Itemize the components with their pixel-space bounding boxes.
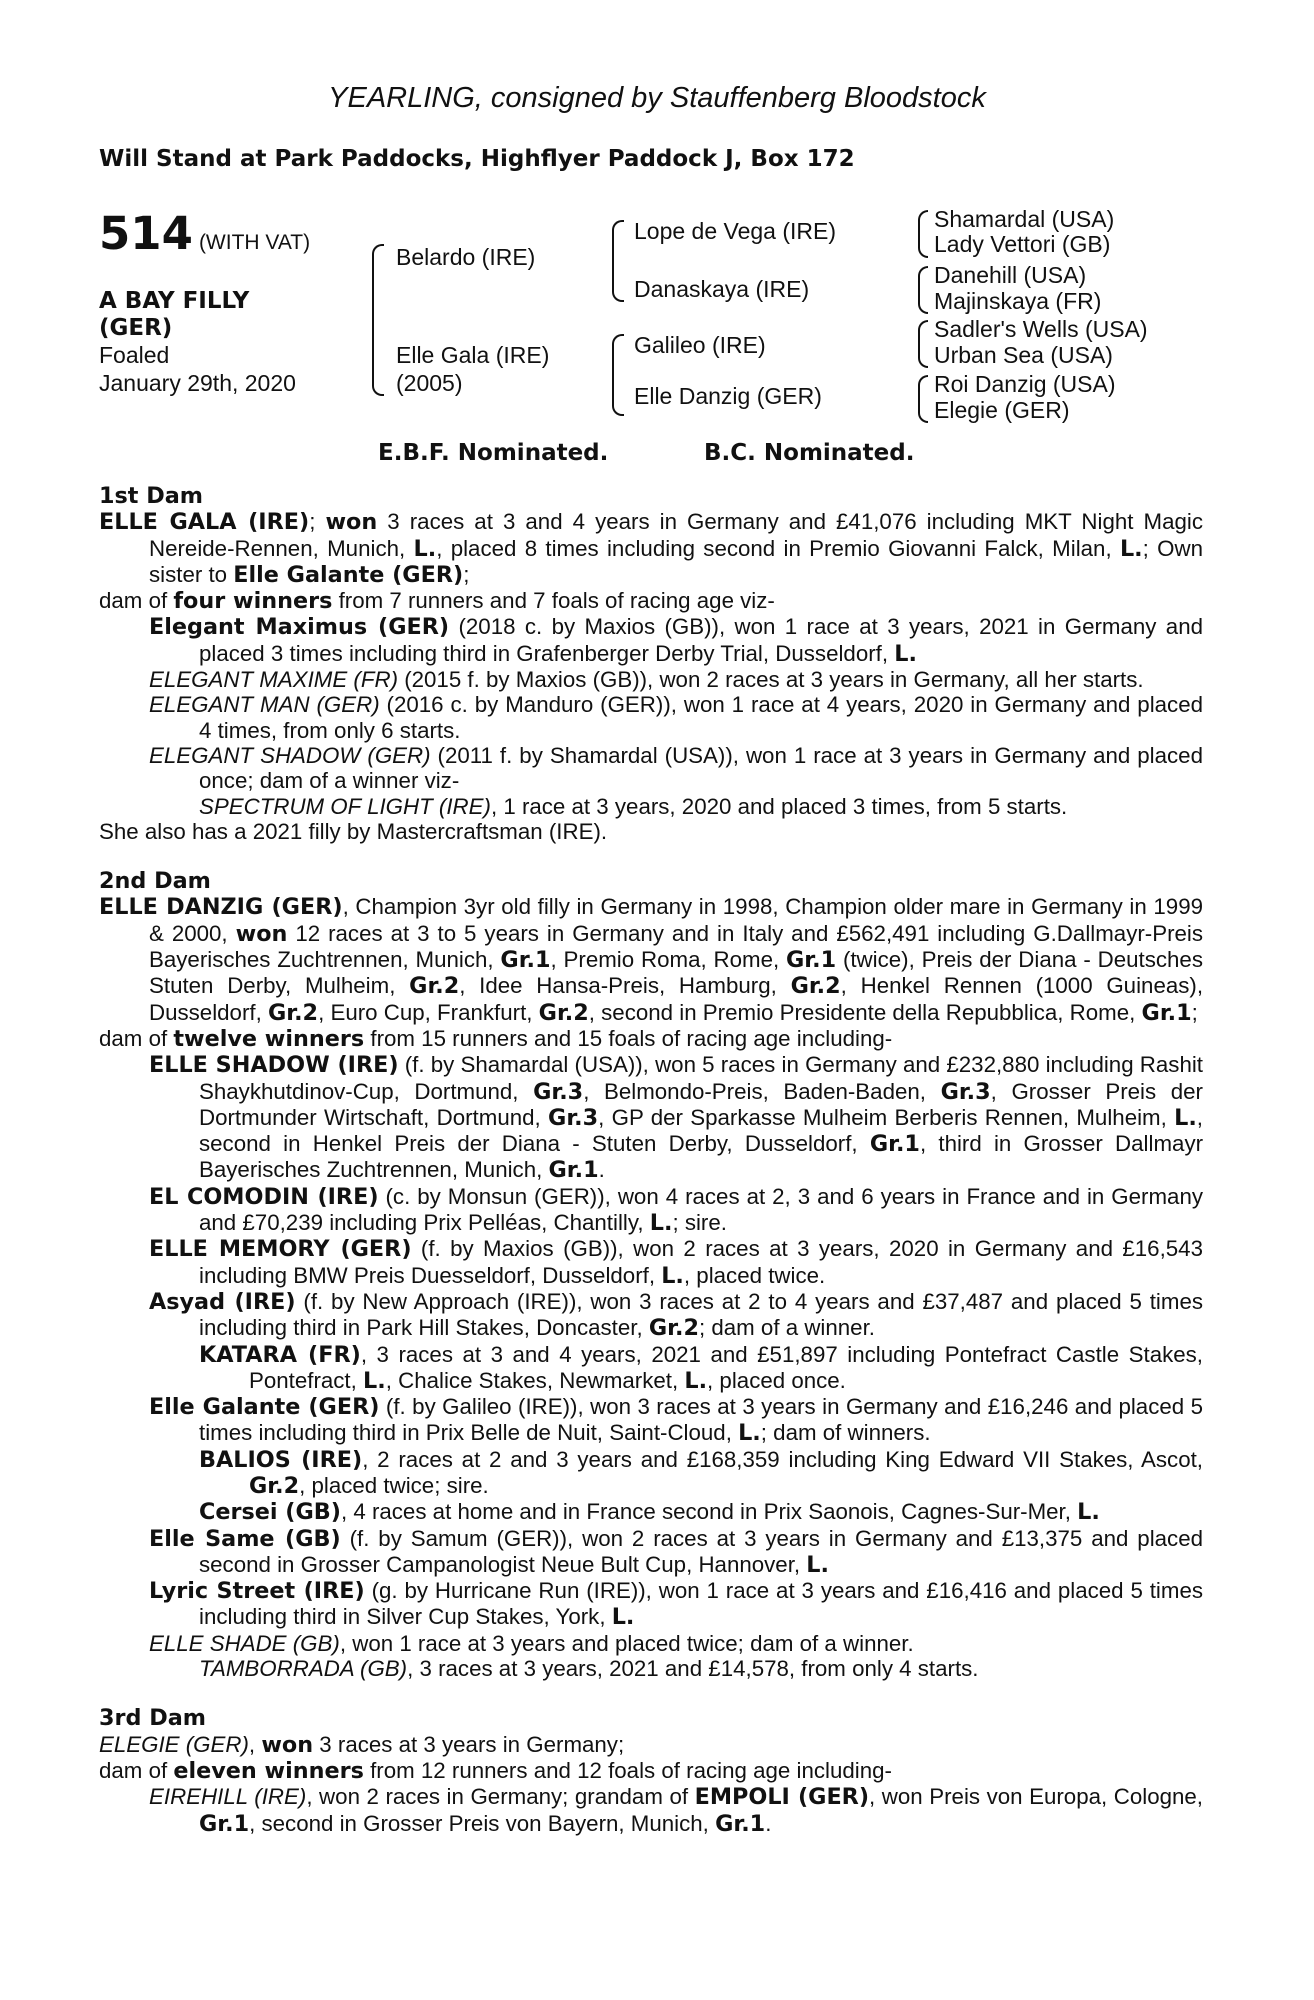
bold-text: Gr.2 [538, 999, 589, 1026]
bold-text: KATARA (FR) [199, 1341, 361, 1368]
produce-entry [99, 509, 1203, 588]
ebf-nomination: E.B.F. Nominated. [378, 440, 609, 466]
entry-text: (f. by Maxios (GB)), won 2 races at 3 years, 2020 in Germany and £16,543 including BMW Preis Duesseldorf, Dusseldorf, [199, 1236, 1203, 1288]
pedigree-gen3-2: Lady Vettori (GB) [934, 231, 1111, 257]
produce-entry [99, 588, 1203, 614]
bc-nomination: B.C. Nominated. [704, 440, 915, 466]
bold-text: L. [363, 1367, 386, 1394]
produce-entry [99, 794, 1203, 819]
vat-note: (WITH VAT) [198, 231, 311, 254]
entry-text: ; sire. [672, 1210, 727, 1236]
bold-text: won [261, 1731, 314, 1758]
entry-text: , GP der Sparkasse Mulheim Berberis Rennen, Mulheim, [598, 1104, 1175, 1130]
produce-entry [99, 692, 1203, 743]
produce-entry [99, 1499, 1203, 1525]
bold-text: EL COMODIN (IRE) [149, 1183, 379, 1210]
entry-text: , Champion 3yr old filly in Germany in 1998, Champion older mare in Germany in 1999 & 2000, [149, 894, 1204, 946]
bold-text: L. [684, 1367, 708, 1394]
entry-text: dam of [99, 1025, 174, 1051]
foaled-date: January 29th, 2020 [99, 370, 296, 396]
bold-text: Gr.3 [940, 1078, 991, 1105]
entry-text: , Henkel Rennen (1000 Guineas), Dusseldorf, [149, 973, 1204, 1025]
bold-text: Gr.2 [790, 973, 841, 1000]
entry-text: (2015 f. by Maxios (GB)), won 2 races at 3 years in Germany, all her starts. [398, 667, 1144, 693]
bold-text: ELLE GALA (IRE) [99, 509, 310, 536]
italic-text: SPECTRUM OF LIGHT (IRE) [199, 793, 491, 819]
bold-text: L. [1174, 1104, 1197, 1131]
bold-text: EMPOLI (GER) [694, 1784, 870, 1811]
pedigree-dam-year: (2005) [396, 370, 463, 396]
pedigree-gen3-5: Sadler's Wells (USA) [934, 316, 1148, 342]
bold-text: Elle Galante (GER) [149, 1394, 380, 1421]
entry-text: , 2 races at 2 and 3 years and £168,359 including King Edward VII Stakes, Ascot, [362, 1446, 1203, 1472]
entry-text: , Euro Cup, Frankfurt, [318, 999, 539, 1025]
entry-text: , second in Grosser Preis von Bayern, Munich, [249, 1810, 716, 1836]
pedigree-brace [918, 320, 928, 368]
produce-entry [99, 1784, 1203, 1837]
bold-text: L. [894, 640, 917, 667]
bold-text: Gr.2 [409, 973, 460, 1000]
entry-text: , Idee Hansa-Preis, Hamburg, [459, 973, 791, 999]
catalogue-header: YEARLING, consigned by Stauffenberg Bloodstock [328, 82, 986, 114]
entry-text: 12 races at 3 to 5 years in Germany and in Italy and £562,491 including G.Dallmayr-Preis Bayerisches Zuchtrennen, Munich, [149, 920, 1203, 973]
italic-text: EIREHILL (IRE) [149, 1784, 307, 1810]
entry-text: , Chalice Stakes, Newmarket, [385, 1367, 685, 1393]
entry-text: (2018 c. by Maxios (GB)), won 1 race at 3 years, 2021 in Germany and placed 3 times including third in Grafenberger Derby Trial, Dusseldorf, [199, 614, 1203, 666]
pedigree-brace [612, 334, 624, 416]
pedigree-dam: Elle Gala (IRE) [396, 342, 550, 368]
entry-text: , won Preis von Europa, Cologne, [869, 1784, 1204, 1810]
produce-entry [99, 614, 1203, 667]
bold-text: L. [806, 1551, 829, 1578]
bold-text: L. [738, 1420, 761, 1447]
bold-text: Cersei (GB) [199, 1499, 341, 1526]
section-spacer [99, 1681, 1203, 1706]
italic-text: ELEGANT SHADOW (GER) [149, 742, 431, 768]
produce-entry [99, 743, 1203, 794]
entry-text: dam of [99, 1757, 174, 1783]
bold-text: Gr.1 [500, 947, 551, 974]
entry-text: , Premio Roma, Rome, [550, 947, 786, 973]
bold-text: L. [1119, 535, 1143, 562]
pedigree-sire-dam: Danaskaya (IRE) [634, 276, 810, 302]
entry-text: . [598, 1157, 605, 1183]
bold-text: won [325, 509, 378, 536]
produce-entry [99, 819, 1203, 844]
bold-text: four winners [173, 588, 333, 615]
produce-entry [99, 1394, 1203, 1447]
entry-text: , 3 races at 3 and 4 years, 2021 and £51,897 including Pontefract Castle Stakes, Pontefract, [249, 1341, 1203, 1393]
produce-entry [99, 1026, 1203, 1052]
produce-entry [99, 1656, 1203, 1681]
stand-location: Will Stand at Park Paddocks, Highflyer Paddock J, Box 172 [99, 146, 855, 172]
section-spacer [99, 844, 1203, 869]
pedigree-brace [612, 220, 624, 302]
entry-text: , 3 races at 3 years, 2021 and £14,578, from only 4 starts. [407, 1656, 979, 1682]
bold-text: BALIOS (IRE) [199, 1446, 363, 1473]
entry-text: , [248, 1731, 262, 1757]
entry-text: dam of [99, 588, 174, 614]
entry-text: (g. by Hurricane Run (IRE)), won 1 race at 3 years and £16,416 and placed 5 times including third in Silver Cup Stakes, York, [199, 1578, 1203, 1630]
bold-text: Elegant Maximus (GER) [149, 614, 450, 641]
produce-entry [99, 1447, 1203, 1500]
pedigree-brace [918, 375, 928, 423]
bold-text: Gr.1 [548, 1157, 599, 1184]
entry-text: ; dam of a winner. [698, 1315, 875, 1341]
bold-text: L. [611, 1604, 635, 1631]
foaled-label: Foaled [99, 342, 170, 368]
pedigree-brace [918, 210, 928, 258]
bold-text: eleven winners [173, 1757, 364, 1784]
entry-text: , placed twice; sire. [299, 1472, 489, 1498]
section-heading: 1st Dam [99, 483, 203, 509]
bold-text: Gr.2 [249, 1472, 300, 1499]
entry-text: , Grosser Preis der Dortmunder Wirtschaft, Dortmund, [199, 1078, 1203, 1130]
pedigree-dam-sire: Galileo (IRE) [634, 332, 766, 358]
produce-entry [99, 894, 1203, 1025]
italic-text: ELLE SHADE (GB) [149, 1630, 340, 1656]
bold-text: L. [649, 1210, 673, 1237]
entry-text: (f. by New Approach (IRE)), won 3 races at 2 to 4 years and £37,487 and placed 5 times including third in Park Hill Stakes, Doncaster, [199, 1288, 1203, 1341]
entry-text: . [765, 1810, 772, 1836]
bold-text: Lyric Street (IRE) [149, 1578, 365, 1605]
produce-entry [99, 1578, 1203, 1631]
bold-text: Gr.2 [648, 1315, 699, 1342]
bold-text: Elle Galante (GER) [233, 561, 464, 588]
bold-text: Gr.1 [199, 1810, 250, 1837]
entry-text: She also has a 2021 filly by Mastercraftsman (IRE). [99, 818, 608, 844]
produce-entry [99, 1732, 1203, 1758]
pedigree-gen3-1: Shamardal (USA) [934, 206, 1115, 232]
entry-text: , placed twice. [683, 1262, 826, 1288]
entry-text: , won 1 race at 3 years and placed twice; dam of a winner. [339, 1630, 914, 1656]
entry-text: (f. by Shamardal (USA)), won 5 races in Germany and £232,880 including Rashit Shaykhutdinov-Cup, Dortmund, [199, 1052, 1204, 1104]
italic-text: ELEGANT MAXIME (FR) [149, 667, 398, 693]
bold-text: Gr.1 [786, 947, 837, 974]
pedigree-brace [372, 244, 384, 396]
pedigree-sire: Belardo (IRE) [396, 244, 536, 270]
produce-entry [99, 1052, 1203, 1183]
pedigree-gen3-4: Majinskaya (FR) [934, 288, 1102, 314]
pedigree-gen3-8: Elegie (GER) [934, 397, 1070, 423]
bold-text: L. [661, 1262, 684, 1289]
entry-text: , second in Henkel Preis der Diana - Stuten Derby, Dusseldorf, [199, 1104, 1203, 1157]
pedigree-dam-dam: Elle Danzig (GER) [634, 383, 822, 409]
produce-entry [99, 1342, 1203, 1395]
entry-text: (c. by Monsun (GER)), won 4 races at 2, 3 and 6 years in France and in Germany and £70,239 including Prix Pelléas, Chantilly, [199, 1183, 1203, 1236]
bold-text: ELLE SHADOW (IRE) [149, 1052, 399, 1079]
entry-text: , won 2 races in Germany; grandam of [306, 1784, 695, 1810]
entry-text: , third in Grosser Dallmayr Bayerisches Zuchtrennen, Munich, [199, 1131, 1204, 1183]
bold-text: L. [413, 535, 437, 562]
entry-text: , Belmondo-Preis, Baden-Baden, [583, 1078, 941, 1104]
bold-text: ELLE MEMORY (GER) [149, 1236, 412, 1263]
horse-origin: (GER) [99, 315, 173, 341]
produce-record [99, 484, 1203, 1837]
bold-text: L. [1077, 1499, 1100, 1526]
bold-text: won [235, 920, 288, 947]
entry-text: ; [1191, 999, 1198, 1025]
entry-text: from 15 runners and 15 foals of racing age including- [364, 1025, 893, 1051]
italic-text: TAMBORRADA (GB) [199, 1656, 408, 1682]
bold-text: twelve winners [173, 1025, 365, 1052]
entry-text: (twice), Preis der Diana - Deutsches Stuten Derby, Mulheim, [149, 947, 1203, 999]
bold-text: Asyad (IRE) [149, 1288, 296, 1315]
bold-text: Gr.1 [715, 1810, 766, 1837]
entry-text: , 1 race at 3 years, 2020 and placed 3 times, from 5 starts. [490, 793, 1068, 819]
bold-text: ELLE DANZIG (GER) [99, 894, 343, 921]
section-heading: 2nd Dam [99, 868, 211, 895]
pedigree-sire-sire: Lope de Vega (IRE) [634, 218, 837, 244]
bold-text: Gr.3 [533, 1078, 584, 1105]
entry-text: , placed 8 times including second in Premio Giovanni Falck, Milan, [436, 535, 1120, 561]
produce-entry [99, 1289, 1203, 1342]
pedigree-gen3-6: Urban Sea (USA) [934, 342, 1113, 368]
horse-description: A BAY FILLY [99, 288, 250, 314]
produce-entry [99, 1526, 1203, 1579]
lot-number-value: 514 [99, 207, 193, 260]
bold-text: Gr.1 [1141, 999, 1192, 1026]
italic-text: ELEGIE (GER) [99, 1731, 249, 1757]
entry-text: 3 races at 3 and 4 years in Germany and £41,076 including MKT Night Magic Nereide-Rennen, Munich, [149, 509, 1203, 561]
entry-text: (f. by Galileo (IRE)), won 3 races at 3 years in Germany and £16,246 and placed 5 times including third in Prix Belle de Nuit, Saint-Cloud, [199, 1394, 1204, 1446]
pedigree-gen3-7: Roi Danzig (USA) [934, 371, 1116, 397]
section-heading: 3rd Dam [99, 1705, 207, 1732]
entry-text: ; Own sister to [149, 535, 1203, 587]
pedigree-brace [918, 266, 928, 314]
bold-text: Gr.1 [869, 1131, 920, 1158]
lot-number [99, 207, 310, 260]
entry-text: from 12 runners and 12 foals of racing age including- [363, 1757, 892, 1783]
entry-text: , second in Premio Presidente della Repubblica, Rome, [588, 999, 1142, 1025]
entry-text: , placed once. [707, 1367, 846, 1393]
produce-entry [99, 1631, 1203, 1656]
pedigree-gen3-3: Danehill (USA) [934, 262, 1087, 288]
entry-text: (2011 f. by Shamardal (USA)), won 1 race at 3 years in Germany and placed once; dam of a winner viz- [199, 742, 1203, 794]
produce-entry [99, 667, 1203, 692]
italic-text: ELEGANT MAN (GER) [149, 692, 380, 718]
produce-entry [99, 1236, 1203, 1289]
produce-entry [99, 1184, 1203, 1237]
entry-text: ; dam of winners. [760, 1420, 931, 1446]
bold-text: Elle Same (GB) [149, 1525, 341, 1552]
produce-entry [99, 1758, 1203, 1784]
entry-text: from 7 runners and 7 foals of racing age viz- [332, 588, 775, 614]
entry-text: (f. by Samum (GER)), won 2 races at 3 years in Germany and £13,375 and placed second in Grosser Campanologist Neue Bult Cup, Hannover, [199, 1525, 1203, 1577]
entry-text: 3 races at 3 years in Germany; [313, 1731, 625, 1757]
entry-text: , 4 races at home and in France second in Prix Saonois, Cagnes-Sur-Mer, [340, 1499, 1078, 1525]
bold-text: Gr.2 [267, 999, 319, 1026]
entry-text: ; [463, 561, 470, 587]
entry-text: (2016 c. by Manduro (GER)), won 1 race at 4 years, 2020 in Germany and placed 4 times, from only 6 starts. [199, 692, 1203, 743]
bold-text: Gr.3 [548, 1104, 599, 1131]
entry-text: ; [309, 509, 326, 535]
